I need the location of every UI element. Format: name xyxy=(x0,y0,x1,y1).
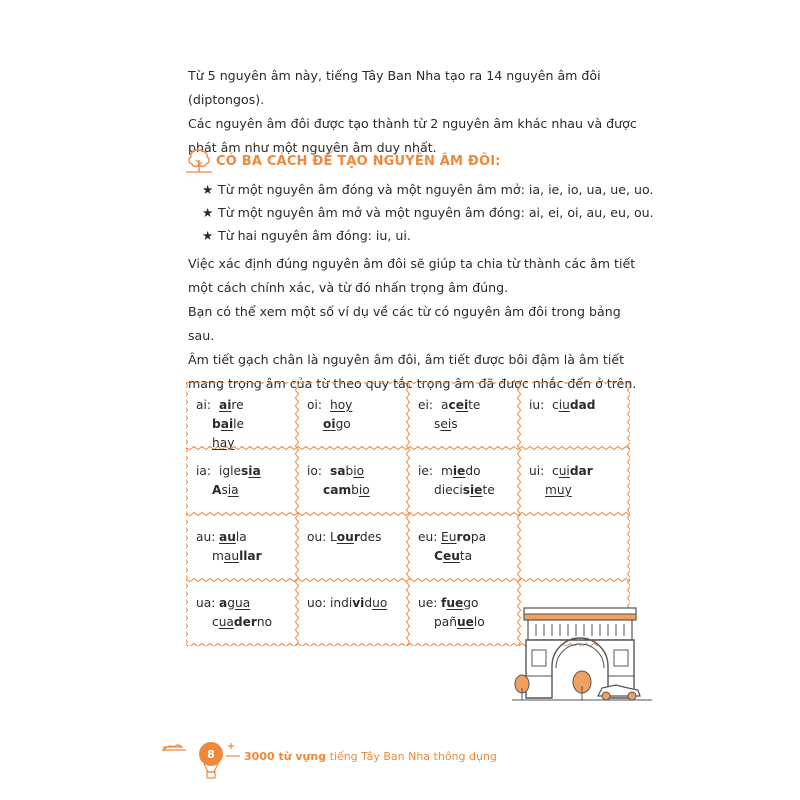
word-syllable: bio xyxy=(345,464,365,478)
word-syllable: m xyxy=(212,549,224,563)
diphthong-label: ei: xyxy=(418,398,433,412)
word-syllable: a xyxy=(219,596,228,610)
diphthong-label: eu: xyxy=(418,530,438,544)
arc-de-triomphe-illustration xyxy=(512,604,652,702)
word-syllable: re xyxy=(231,398,244,412)
table-cell xyxy=(519,448,630,514)
example-word xyxy=(434,415,458,434)
word-syllable: sia xyxy=(241,464,261,478)
example-word xyxy=(434,481,495,500)
example-word xyxy=(212,547,262,566)
word-syllable: au xyxy=(219,530,236,544)
table-cell xyxy=(297,448,408,514)
example-word xyxy=(219,528,247,547)
word-syllable: hoy xyxy=(330,398,353,412)
example-word xyxy=(330,396,352,415)
example-word xyxy=(545,481,572,500)
word-syllable: go xyxy=(463,596,479,610)
book-title-bold: 3000 từ vựng xyxy=(244,750,327,763)
word-syllable: sia xyxy=(221,483,239,497)
diphthong-label: ue: xyxy=(418,596,438,610)
word-syllable: duo xyxy=(364,596,388,610)
page-number: 8 xyxy=(207,748,215,761)
word-syllable: cam xyxy=(323,483,352,497)
word-syllable: c xyxy=(552,464,559,478)
example-word xyxy=(441,462,481,481)
example-word xyxy=(323,481,370,500)
word-syllable: dar xyxy=(569,464,593,478)
tree-icon xyxy=(184,146,214,174)
diphthong-label: uo: xyxy=(307,596,327,610)
word-syllable: ie xyxy=(452,464,466,478)
word-syllable: our xyxy=(336,530,360,544)
word-syllable: Ceu xyxy=(434,549,460,563)
star-icon: ★ xyxy=(202,182,214,197)
section-heading-text: CÓ BA CÁCH ĐỂ TẠO NGUYÊN ÂM ĐÔI: xyxy=(216,154,501,169)
word-syllable: dieci xyxy=(434,483,463,497)
example-word xyxy=(441,396,480,415)
example-word xyxy=(219,594,250,613)
example-word xyxy=(434,613,485,632)
table-cell xyxy=(519,514,630,580)
example-word xyxy=(330,462,364,481)
word-syllable: seis xyxy=(434,417,458,431)
example-word xyxy=(552,396,596,415)
word-syllable: igle xyxy=(219,464,242,478)
diphthong-label: ua: xyxy=(196,596,216,610)
word-syllable: au xyxy=(223,549,240,563)
explanation-line: Âm tiết gạch chân là nguyên âm đôi, âm tiết được bôi đậm là âm tiết xyxy=(188,352,625,367)
diphthong-label: ia: xyxy=(196,464,211,478)
word-syllable: muy xyxy=(545,483,572,497)
word-syllable: vi xyxy=(352,596,365,610)
diphthong-label: io: xyxy=(307,464,322,478)
bullet-item xyxy=(202,201,654,224)
word-syllable: bai xyxy=(212,417,234,431)
table-cell xyxy=(186,448,297,514)
example-word xyxy=(434,547,472,566)
intro-line-3: phát âm như một nguyên âm duy nhất. xyxy=(188,140,437,155)
word-syllable: des xyxy=(359,530,382,544)
word-syllable: llar xyxy=(239,549,262,563)
intro-line-1: Từ 5 nguyên âm này, tiếng Tây Ban Nha tạo ra 14 nguyên âm đôi (diptongos). xyxy=(188,68,601,107)
example-word xyxy=(323,415,351,434)
word-syllable: te xyxy=(468,398,481,412)
bullet-item xyxy=(202,224,654,247)
star-icon: ★ xyxy=(202,228,214,243)
example-word xyxy=(441,594,478,613)
example-word xyxy=(330,528,381,547)
example-word xyxy=(212,415,244,434)
word-syllable: sie xyxy=(462,483,483,497)
word-syllable: L xyxy=(330,530,337,544)
word-syllable: cei xyxy=(448,398,469,412)
bullet-text: Từ hai nguyên âm đóng: iu, ui. xyxy=(218,228,411,243)
explanation-line: Việc xác định đúng nguyên âm đôi sẽ giúp ta chia từ thành các âm tiết xyxy=(188,256,636,271)
word-syllable: no xyxy=(256,615,273,629)
word-syllable: sa xyxy=(330,464,346,478)
word-syllable: bio xyxy=(351,483,370,497)
bullet-text: Từ một nguyên âm đóng và một nguyên âm mở: ia, ie, io, ua, ue, uo. xyxy=(218,182,654,197)
table-cell xyxy=(519,382,630,448)
word-syllable: a xyxy=(441,398,449,412)
word-syllable: pa xyxy=(470,530,487,544)
example-word xyxy=(219,462,261,481)
book-title xyxy=(244,750,497,763)
word-syllable: dad xyxy=(569,398,596,412)
word-syllable: fue xyxy=(441,596,464,610)
word-syllable: m xyxy=(441,464,453,478)
word-syllable: ai xyxy=(219,398,232,412)
book-title-rest: tiếng Tây Ban Nha thông dụng xyxy=(326,750,497,763)
word-syllable: iu xyxy=(558,398,570,412)
intro-line-2: Các nguyên âm đôi được tạo thành từ 2 nguyên âm khác nhau và được xyxy=(188,116,637,131)
word-syllable: der xyxy=(233,615,257,629)
star-icon: ★ xyxy=(202,205,214,220)
example-word xyxy=(552,462,593,481)
example-word xyxy=(212,481,239,500)
bullet-item xyxy=(202,178,654,201)
example-word xyxy=(219,396,244,415)
word-syllable: Eu xyxy=(441,530,457,544)
table-cell xyxy=(408,448,519,514)
word-syllable: te xyxy=(482,483,495,497)
word-syllable: cua xyxy=(212,615,234,629)
word-syllable: ta xyxy=(459,549,473,563)
table-cell xyxy=(408,382,519,448)
table-cell xyxy=(186,382,297,448)
example-word xyxy=(212,613,272,632)
table-cell xyxy=(186,514,297,580)
word-syllable: le xyxy=(233,417,245,431)
word-syllable: indi xyxy=(330,596,353,610)
diphthong-label: ie: xyxy=(418,464,433,478)
diphthong-label: iu: xyxy=(529,398,545,412)
word-syllable: A xyxy=(212,483,222,497)
word-syllable: ro xyxy=(456,530,471,544)
word-syllable: gua xyxy=(227,596,251,610)
table-cell xyxy=(408,580,519,646)
diphthong-label: ou: xyxy=(307,530,327,544)
word-syllable: pañ xyxy=(434,615,457,629)
diphthong-label: au: xyxy=(196,530,216,544)
word-syllable: do xyxy=(465,464,481,478)
word-syllable: la xyxy=(235,530,247,544)
word-syllable: c xyxy=(552,398,559,412)
table-cell xyxy=(408,514,519,580)
word-syllable: go xyxy=(335,417,351,431)
explanation-paragraph xyxy=(188,252,638,396)
word-syllable: ui xyxy=(558,464,570,478)
section-heading xyxy=(184,146,644,176)
explanation-line: mang trọng âm của từ theo quy tắc trọng âm đã được nhắc đến ở trên. xyxy=(188,376,637,391)
table-cell xyxy=(297,514,408,580)
example-word xyxy=(330,594,387,613)
word-syllable: ue xyxy=(456,615,474,629)
table-cell xyxy=(186,580,297,646)
example-word xyxy=(441,528,486,547)
explanation-line: Bạn có thể xem một số ví dụ về các từ có nguyên âm đôi trong bảng sau. xyxy=(188,304,621,343)
page-footer xyxy=(160,734,660,780)
diphthong-label: ai: xyxy=(196,398,211,412)
explanation-line: một cách chính xác, và từ đó nhấn trọng âm đúng. xyxy=(188,280,509,295)
table-cell xyxy=(297,382,408,448)
word-syllable: oi xyxy=(323,417,336,431)
word-syllable: lo xyxy=(473,615,485,629)
diphthong-label: ui: xyxy=(529,464,545,478)
diphthong-label: oi: xyxy=(307,398,322,412)
bullet-list xyxy=(202,178,654,247)
table-cell xyxy=(297,580,408,646)
bullet-text: Từ một nguyên âm mở và một nguyên âm đóng: ai, ei, oi, au, eu, ou. xyxy=(218,205,654,220)
word-syllable: hay xyxy=(212,436,235,450)
